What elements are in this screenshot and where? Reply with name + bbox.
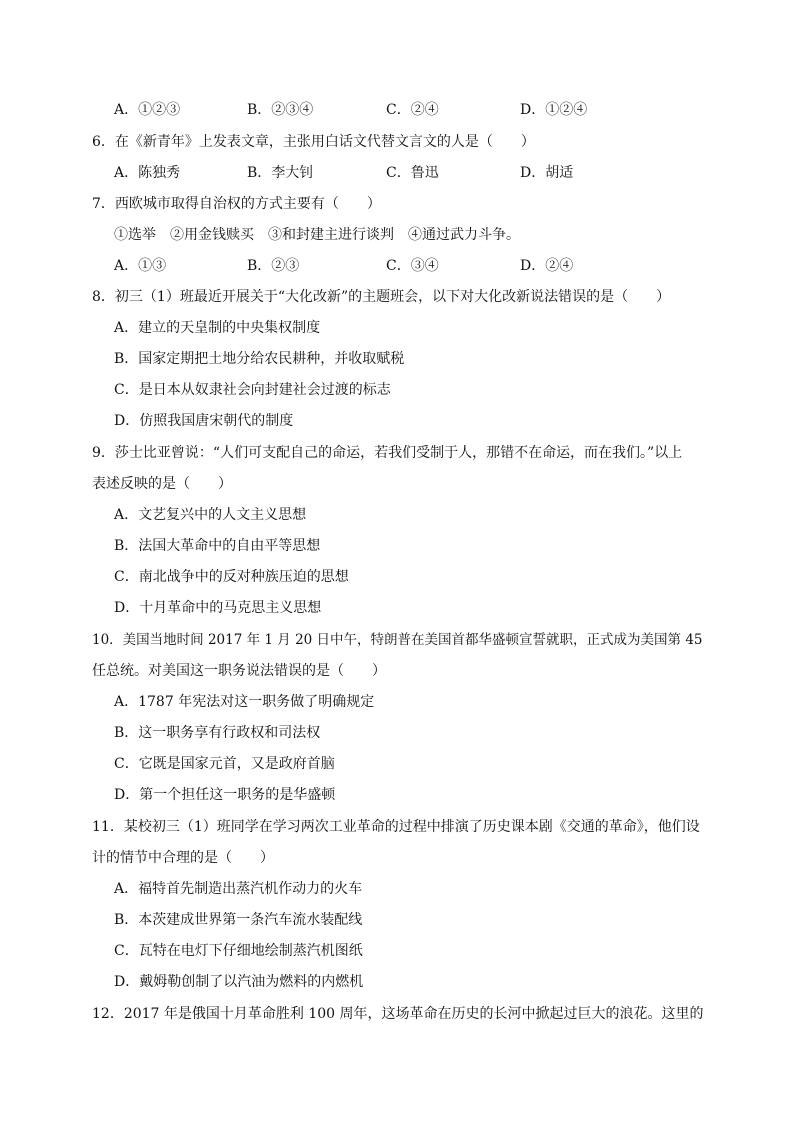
q7-stem: 7．西欧城市取得自治权的方式主要有（ ）: [92, 196, 381, 212]
q10-stem-line-1: 10．美国当地时间 2017 年 1 月 20 日中午，特朗普在美国首都华盛顿宣誓就职，正式成为美国第 45: [92, 632, 703, 648]
q11-stem-line-1: 11．某校初三（1）班同学在学习两次工业革命的过程中排演了历史课本剧《交通的革命》，他们设: [92, 819, 700, 835]
q11-option-b: B．本茨建成世界第一条汽车流水装配线: [114, 912, 363, 928]
q6-option-a: A．陈独秀: [114, 165, 181, 181]
q12-stem-line-1: 12．2017 年是俄国十月革命胜利 100 周年，这场革命在历史的长河中掀起过巨大的浪花。这里的: [92, 1006, 704, 1022]
q6-option-b: B．李大钊: [247, 165, 314, 181]
q9-stem-line-2: 表述反映的是（ ）: [92, 476, 232, 492]
q7-option-b: B．②③: [247, 258, 300, 274]
q10-option-c: C．它既是国家元首，又是政府首脑: [114, 756, 335, 772]
q5-option-d: D．①②④: [520, 102, 588, 118]
q8-option-d: D．仿照我国唐宋朝代的制度: [114, 413, 294, 429]
q9-option-c: C．南北战争中的反对种族压迫的思想: [114, 569, 349, 585]
q10-option-a: A．1787 年宪法对这一职务做了明确规定: [114, 694, 375, 710]
q7-items: ①选举 ②用金钱赎买 ③和封建主进行谈判 ④通过武力斗争。: [114, 227, 520, 243]
q7-option-a: A．①③: [114, 258, 167, 274]
q7-option-c: C．③④: [386, 258, 439, 274]
q11-option-d: D．戴姆勒创制了以汽油为燃料的内燃机: [114, 974, 364, 990]
q10-stem-line-2: 任总统。对美国这一职务说法错误的是（ ）: [92, 663, 386, 679]
q6-option-c: C．鲁迅: [386, 165, 439, 181]
q7-option-d: D．②④: [520, 258, 574, 274]
q5-option-a: A．①②③: [114, 102, 181, 118]
q11-stem-line-2: 计的情节中合理的是（ ）: [92, 850, 274, 866]
q8-option-b: B．国家定期把土地分给农民耕种，并收取赋税: [114, 351, 405, 367]
q9-stem-line-1: 9．莎士比亚曾说：“人们可支配自己的命运，若我们受制于人，那错不在命运，而在我们。”以上: [92, 445, 683, 461]
q10-option-b: B．这一职务享有行政权和司法权: [114, 725, 321, 741]
q9-option-d: D．十月革命中的马克思主义思想: [114, 600, 322, 616]
q5-option-c: C．②④: [386, 102, 439, 118]
q7-options: [114, 255, 714, 277]
q9-option-a: A．文艺复兴中的人文主义思想: [114, 507, 307, 523]
q5-options: [114, 99, 714, 121]
q8-option-c: C．是日本从奴隶社会向封建社会过渡的标志: [114, 382, 391, 398]
q6-option-d: D．胡适: [520, 165, 574, 181]
q11-option-c: C．瓦特在电灯下仔细地绘制蒸汽机图纸: [114, 943, 363, 959]
q10-option-d: D．第一个担任这一职务的是华盛顿: [114, 787, 336, 803]
q6-options: [114, 162, 714, 184]
q8-stem: 8．初三（1）班最近开展关于“大化改新”的主题班会，以下对大化改新说法错误的是（ ）: [92, 289, 671, 305]
q11-option-a: A．福特首先制造出蒸汽机作动力的火车: [114, 881, 363, 897]
q9-option-b: B．法国大革命中的自由平等思想: [114, 538, 321, 554]
q6-stem: 6．在《新青年》上发表文章，主张用白话文代替文言文的人是（ ）: [92, 134, 535, 150]
q5-option-b: B．②③④: [247, 102, 314, 118]
q8-option-a: A．建立的天皇制的中央集权制度: [114, 320, 321, 336]
